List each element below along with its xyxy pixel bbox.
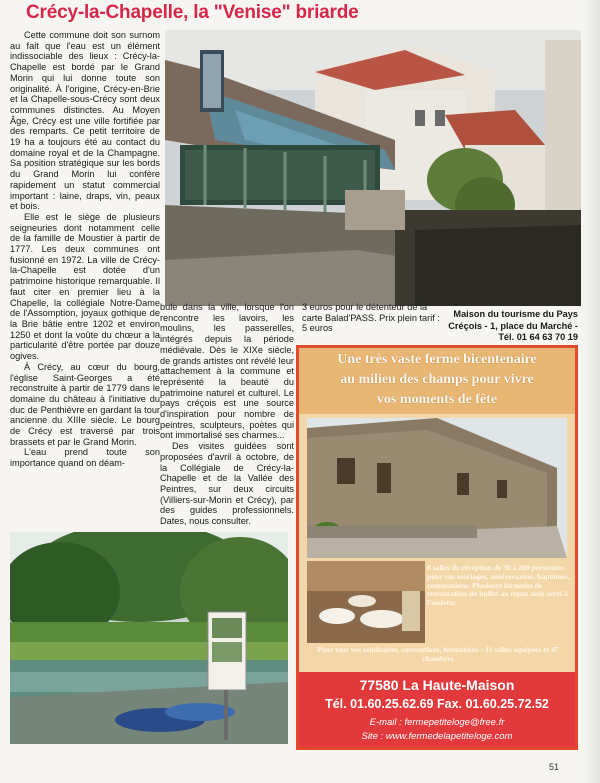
ad-headline-line: Une très vaste ferme bicentenaire	[337, 352, 537, 367]
article-column-1	[10, 30, 160, 469]
photo-farm-building	[307, 418, 567, 558]
paragraph: bule dans la ville, lorsque l'on rencontre les lavoirs, les moulins, les passerelles, intégrés depuis la période médiévale. Dès le XIXe siècle, de grands artistes ont révélé leur attachement à la commune et représenté la beauté du patrimoine naturel et culturel. Le pays créçois est une source d'inspiration pour nombre de peintres, sculpteurs, poètes qui ont immortalisé ses charmes...	[160, 302, 294, 441]
page-gutter-shadow	[582, 0, 600, 783]
tourism-office-caption: Maison du tourisme du Pays Créçois - 1, place du Marché - Tél. 01 64 63 70 19	[448, 309, 578, 342]
paragraph: Des visites guidées sont proposées d'avril à octobre, de la Collégiale de Crécy-la-Chapelle et de la Vallée des Peintres, sur deux circuits (Villiers-sur-Morin et Crécy), par des guides professionnels. Dates, nous consulter.	[160, 441, 294, 527]
photo-reception-hall	[307, 561, 425, 643]
ad-contact-band	[299, 672, 575, 747]
ad-headline-band	[299, 348, 575, 414]
photo-lavoir-riverside	[165, 30, 581, 306]
article-title: Crécy-la-Chapelle, la "Venise" briarde	[26, 2, 359, 23]
paragraph: Cette commune doit son surnom au fait que l'eau est un élément indissociable des lieux : Crécy-la-Chapelle est bordé par le Grand Morin qui lui donne toute son originalité. À l'origine, Crécy-en-Brie et la Chapelle-sous-Crécy sont deux communes distinctes. Au Moyen Âge, Crécy est une ville fortifiée par des remparts. Ce petit territoire de 19 ha a toujours été au contact du domaine royal et de la Champagne. Sa position stratégique sur les bords du Grand Morin lui confère rapidement un statut commercial important : laine, draps, vin, peaux et bois.	[10, 30, 160, 212]
price-note: 3 euros pour le détenteur de la carte Balad'PASS. Prix plein tarif : 5 euros	[302, 302, 440, 334]
ad-description: 6 salles de réception de 30 à 280 personnes pour vos mariages, anniversaires, baptêmes, communions. Plusieurs formules de restauration du buffet au repas assis servi à l'assiette.	[427, 563, 570, 608]
paragraph: L'eau prend toute son importance quand on déam-	[10, 447, 160, 469]
paragraph: À Crécy, au cœur du bourg, l'église Saint-Georges a été reconstruite à partir de 1779 dans le domaine du château à l'initiative du duc de Penthièvre en gardant la tour ancienne du XIIIe siècle. Le bourg de Crécy est traversé par trois brassets et par le Grand Morin.	[10, 361, 160, 447]
advertisement-ferme-petite-loge	[296, 345, 578, 750]
ad-email: E-mail : fermepetiteloge@free.fr	[369, 717, 505, 728]
photo-river-boats	[10, 532, 288, 744]
paragraph: Elle est le siège de plusieurs seigneuries dont notamment celle de la famille de Moustier à partir de 1777. Les deux communes ont fusionné en 1972. La ville de Crécy-la-Chapelle est dotée d'un patrimoine historique remarquable. Il faut citer en premier lieu à la Chapelle, la collégiale Notre-Dame de l'Assomption, joyaux gothique de la Brie bâtie entre 1202 et environ 1250 et dont la voûte du chœur a la particularité d'être portée par douze ogives.	[10, 211, 160, 362]
page-number: 51	[549, 762, 560, 772]
ad-location: 77580 La Haute-Maison	[359, 677, 515, 693]
ad-website: Site : www.fermedelapetiteloge.com	[361, 731, 513, 742]
article-column-2	[160, 302, 294, 527]
ad-headline-line: au milieu des champs pour vivre	[340, 372, 534, 387]
ad-phone-fax: Tél. 01.60.25.62.69 Fax. 01.60.25.72.52	[325, 697, 549, 711]
ad-headline-line: vos moments de fête	[376, 392, 498, 407]
ad-seminars-note: Pour tous vos séminaires, conventions, formations : 11 salles équipées et 47 chambres	[317, 645, 559, 663]
